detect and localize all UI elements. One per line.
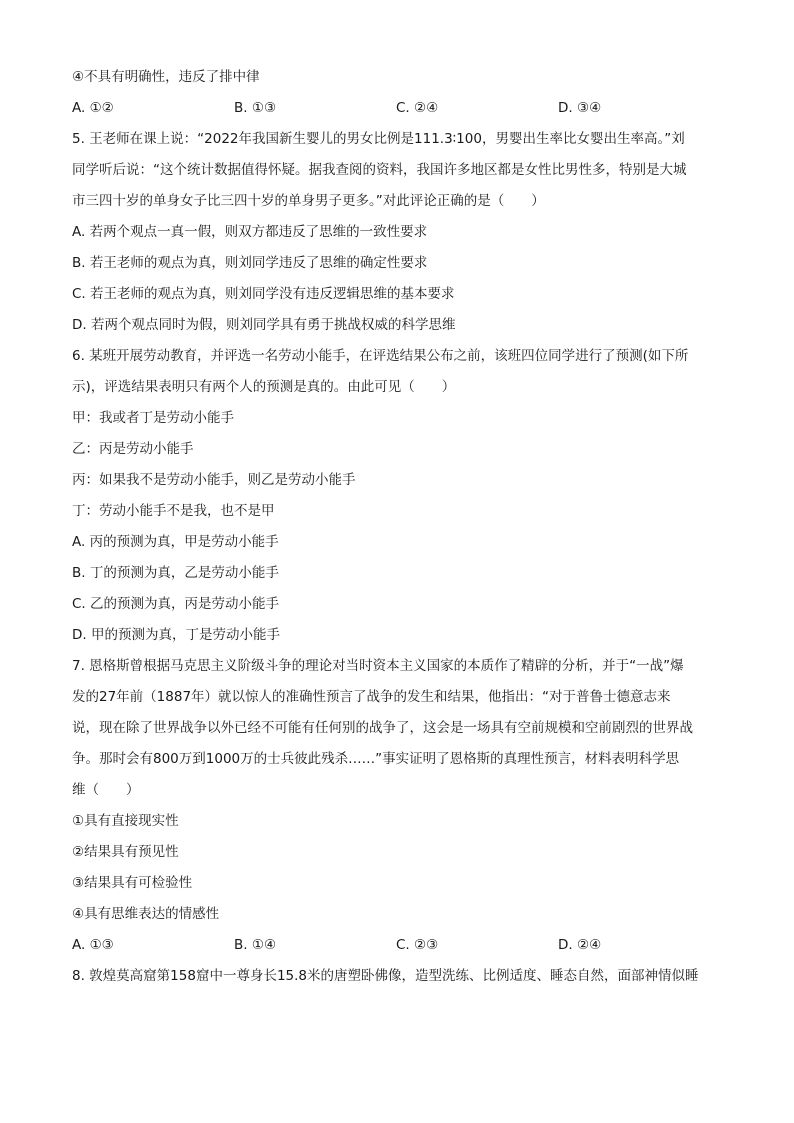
option-a[interactable]: A. 丙的预测为真，甲是劳动小能手	[72, 534, 279, 550]
option-d[interactable]: D. 甲的预测为真，丁是劳动小能手	[72, 627, 280, 643]
exam-page	[72, 62, 732, 992]
option-a[interactable]: A. ①②	[72, 100, 114, 116]
options-row	[72, 93, 732, 124]
statement: ④具有思维表达的情感性	[72, 906, 220, 922]
statement: ②结果具有预见性	[72, 844, 179, 860]
question-stem-line: 发的27年前（1887年）就以惊人的准确性预言了战争的发生和结果，他指出：“对于普鲁士德意志来	[72, 689, 671, 705]
option-c[interactable]: C. ②④	[396, 100, 439, 116]
option-b[interactable]: B. 丁的预测为真，乙是劳动小能手	[72, 565, 279, 581]
question-stem-line: 市三四十岁的单身女子比三四十岁的单身男子更多。”对此评论正确的是（ ）	[72, 193, 545, 209]
statement: ①具有直接现实性	[72, 813, 179, 829]
question-stem-line: 维（ ）	[72, 782, 140, 798]
question-stem-line: 说，现在除了世界战争以外已经不可能有任何别的战争了，这会是一场具有空前规模和空前剧烈的世界战	[72, 720, 693, 736]
statement: 乙：丙是劳动小能手	[72, 441, 194, 457]
option-d[interactable]: D. 若两个观点同时为假，则刘同学具有勇于挑战权威的科学思维	[72, 317, 456, 333]
question-stem-line: 5. 王老师在课上说：“2022年我国新生婴儿的男女比例是111.3∶100，男婴出生率比女婴出生率高。”刘	[72, 131, 685, 147]
option-a[interactable]: A. ①③	[72, 937, 114, 953]
question-stem-line: 8. 敦煌莫高窟第158窟中一尊身长15.8米的唐塑卧佛像，造型洗练、比例适度、睡态自然，面部神情似睡	[72, 968, 699, 984]
option-b[interactable]: B. ①④	[234, 937, 277, 953]
question-5	[72, 124, 732, 341]
options-row	[72, 930, 732, 961]
question-stem-line: 争。那时会有800万到1000万的士兵彼此残杀……”事实证明了恩格斯的真理性预言，材料表明科学思	[72, 751, 680, 767]
statement: ④不具有明确性，违反了排中律	[72, 69, 260, 85]
question-stem-line: 示)，评选结果表明只有两个人的预测是真的。由此可见（ ）	[72, 379, 456, 395]
question-7	[72, 651, 732, 961]
statement: 甲：我或者丁是劳动小能手	[72, 410, 234, 426]
option-a[interactable]: A. 若两个观点一真一假，则双方都违反了思维的一致性要求	[72, 224, 428, 240]
statement: ③结果具有可检验性	[72, 875, 193, 891]
option-c[interactable]: C. 乙的预测为真，丙是劳动小能手	[72, 596, 280, 612]
statement: 丁：劳动小能手不是我，也不是甲	[72, 503, 275, 519]
question-stem-line: 6. 某班开展劳动教育，并评选一名劳动小能手，在评选结果公布之前，该班四位同学进行了预测(如下所	[72, 348, 689, 364]
question-4-tail	[72, 62, 732, 124]
option-c[interactable]: C. ②③	[396, 937, 439, 953]
question-stem-line: 同学听后说：“这个统计数据值得怀疑。据我查阅的资料，我国许多地区都是女性比男性多，特别是大城	[72, 162, 687, 178]
question-6	[72, 341, 732, 651]
option-d[interactable]: D. ③④	[558, 100, 602, 116]
statement: 丙：如果我不是劳动小能手，则乙是劳动小能手	[72, 472, 356, 488]
question-stem-line: 7. 恩格斯曾根据马克思主义阶级斗争的理论对当时资本主义国家的本质作了精辟的分析，并于“一战”爆	[72, 658, 684, 674]
option-d[interactable]: D. ②④	[558, 937, 602, 953]
question-8	[72, 961, 732, 992]
option-c[interactable]: C. 若王老师的观点为真，则刘同学没有违反逻辑思维的基本要求	[72, 286, 455, 302]
option-b[interactable]: B. 若王老师的观点为真，则刘同学违反了思维的确定性要求	[72, 255, 428, 271]
option-b[interactable]: B. ①③	[234, 100, 277, 116]
